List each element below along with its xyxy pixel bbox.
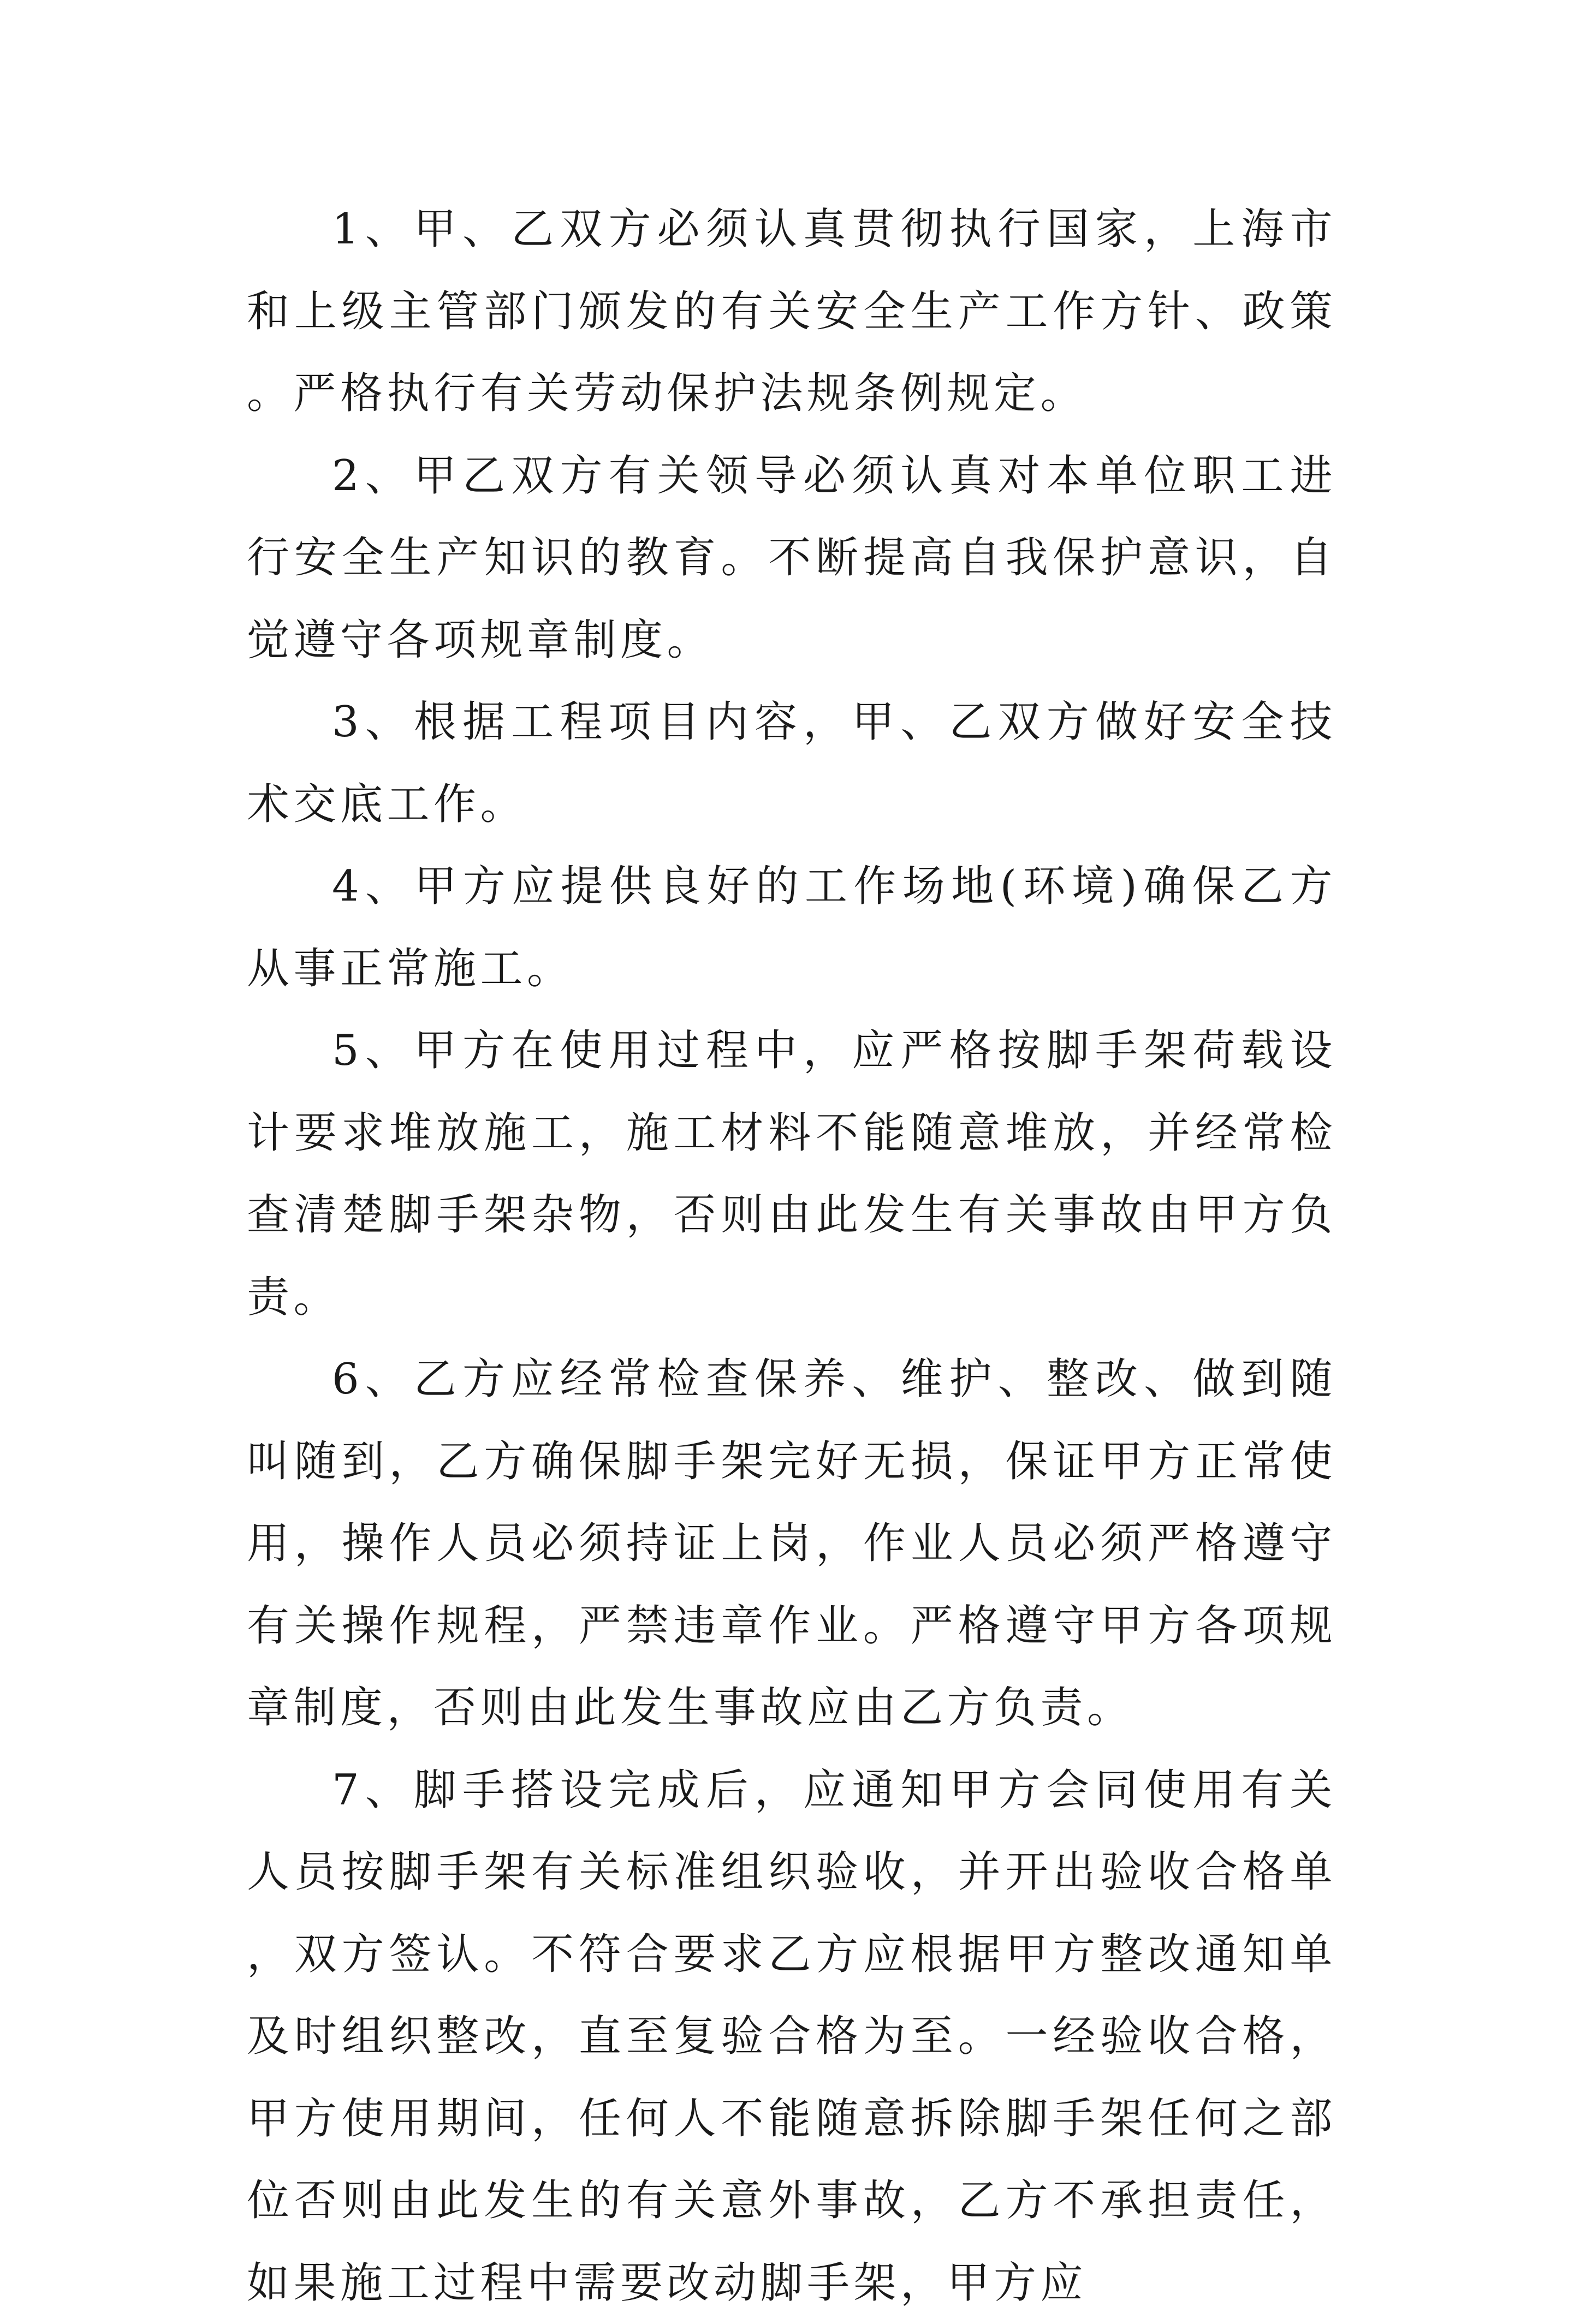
paragraph-4: 4、甲方应提供良好的工作场地(环境)确保乙方从事正常施工。 <box>247 845 1337 1010</box>
paragraph-3: 3、根据工程项目内容，甲、乙双方做好安全技术交底工作。 <box>247 681 1337 845</box>
paragraph-5: 5、甲方在使用过程中，应严格按脚手架荷载设计要求堆放施工，施工材料不能随意堆放，并经常检查清楚脚手架杂物，否则由此发生有关事故由甲方负责。 <box>247 1010 1337 1338</box>
document-body <box>247 188 1337 2324</box>
paragraph-7: 7、脚手搭设完成后，应通知甲方会同使用有关人员按脚手架有关标准组织验收，并开出验收合格单，双方签认。不符合要求乙方应根据甲方整改通知单及时组织整改，直至复验合格为至。一经验收合格，甲方使用期间，任何人不能随意拆除脚手架任何之部位否则由此发生的有关意外事故，乙方不承担责任，如果施工过程中需要改动脚手架，甲方应 <box>247 1749 1337 2324</box>
paragraph-6: 6、乙方应经常检查保养、维护、整改、做到随叫随到，乙方确保脚手架完好无损，保证甲方正常使用，操作人员必须持证上岗，作业人员必须严格遵守有关操作规程，严禁违章作业。严格遵守甲方各项规章制度，否则由此发生事故应由乙方负责。 <box>247 1338 1337 1749</box>
paragraph-2: 2、甲乙双方有关领导必须认真对本单位职工进行安全生产知识的教育。不断提高自我保护意识，自觉遵守各项规章制度。 <box>247 435 1337 682</box>
paragraph-1: 1、甲、乙双方必须认真贯彻执行国家，上海市和上级主管部门颁发的有关安全生产工作方针、政策。严格执行有关劳动保护法规条例规定。 <box>247 188 1337 435</box>
